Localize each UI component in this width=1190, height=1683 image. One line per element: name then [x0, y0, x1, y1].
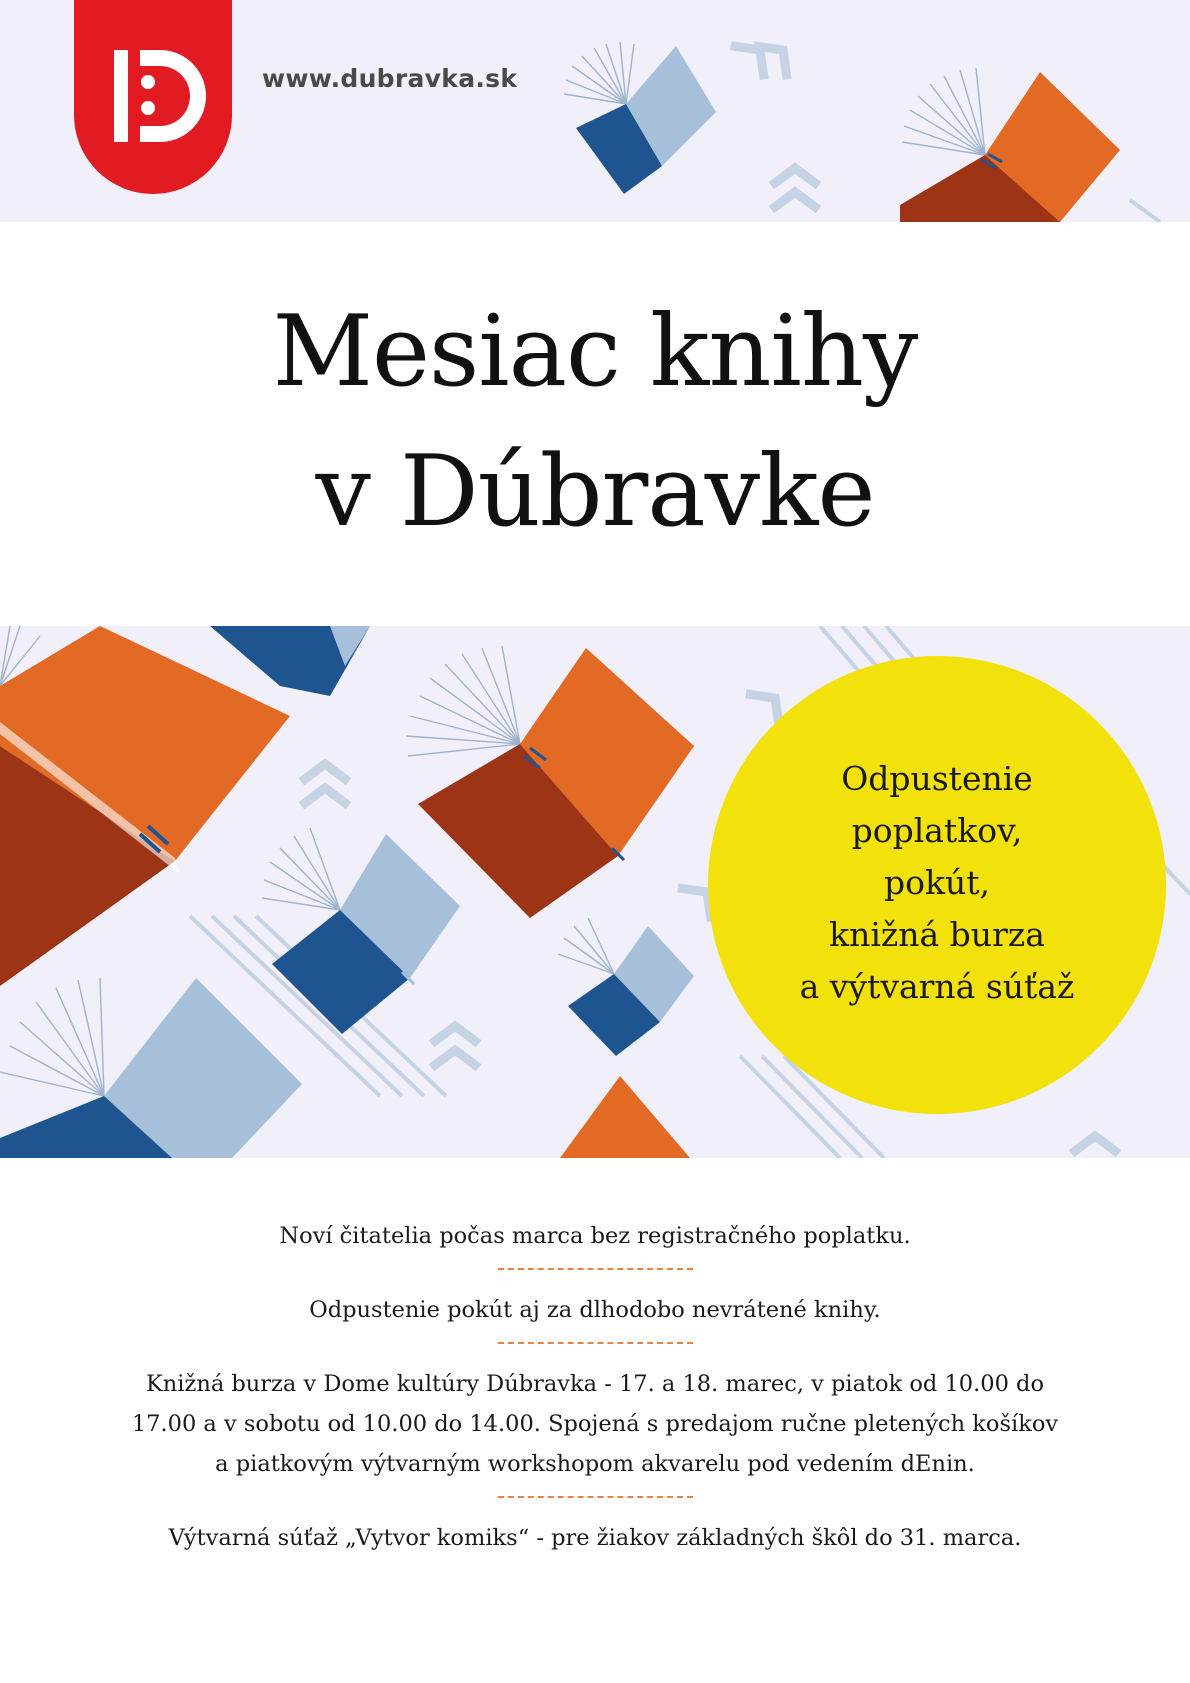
book-illustration-2 — [900, 68, 1120, 222]
detail-line: Odpustenie pokút aj za dlhodobo nevrátené knihy. — [309, 1297, 881, 1323]
detail-line: Výtvarná súťaž „Vytvor komiks“ - pre žiakov základných škôl do 31. marca. — [168, 1525, 1022, 1551]
website-url[interactable]: www.dubravka.sk — [262, 64, 518, 93]
detail-line: a piatkovým výtvarným workshopom akvarelu pod vedením dEnin. — [215, 1451, 975, 1477]
page-title — [0, 282, 1190, 562]
book-illustration-3 — [0, 626, 290, 986]
badge-line: pokút, — [884, 863, 990, 902]
badge-line: knižná burza — [829, 915, 1045, 954]
dashed-separator — [498, 1342, 693, 1344]
book-illustration-1 — [564, 42, 716, 194]
title-line-2: v Dúbravke — [315, 435, 875, 549]
badge-text — [708, 753, 1166, 1013]
badge-line: Odpustenie — [841, 759, 1033, 798]
event-details — [60, 1216, 1130, 1558]
header-band — [0, 0, 1190, 222]
book-illustration-5 — [262, 828, 460, 1034]
dashed-separator — [498, 1496, 693, 1498]
detail-line: 17.00 a v sobotu od 10.00 do 14.00. Spojená s predajom ručne pletených košíkov — [131, 1411, 1059, 1437]
badge-line: poplatkov, — [851, 811, 1023, 850]
dashed-separator — [498, 1268, 693, 1270]
detail-line: Noví čitatelia počas marca bez registračného poplatku. — [279, 1223, 911, 1249]
highlight-badge — [708, 656, 1166, 1114]
dubravka-logo[interactable] — [74, 0, 232, 194]
book-illustration-7 — [0, 978, 302, 1158]
detail-line: Knižná burza v Dome kultúry Dúbravka - 17. a 18. marec, v piatok od 10.00 do — [145, 1371, 1044, 1397]
detail-new-readers — [60, 1216, 1130, 1256]
detail-book-fair — [60, 1364, 1130, 1484]
badge-line: a výtvarná súťaž — [799, 967, 1075, 1006]
book-illustration-6 — [558, 918, 694, 1056]
book-illustration-4 — [406, 646, 694, 918]
title-line-1: Mesiac knihy — [272, 295, 918, 409]
detail-fines — [60, 1290, 1130, 1330]
detail-comics-contest — [60, 1518, 1130, 1558]
dubravka-logo-mark — [74, 0, 232, 194]
